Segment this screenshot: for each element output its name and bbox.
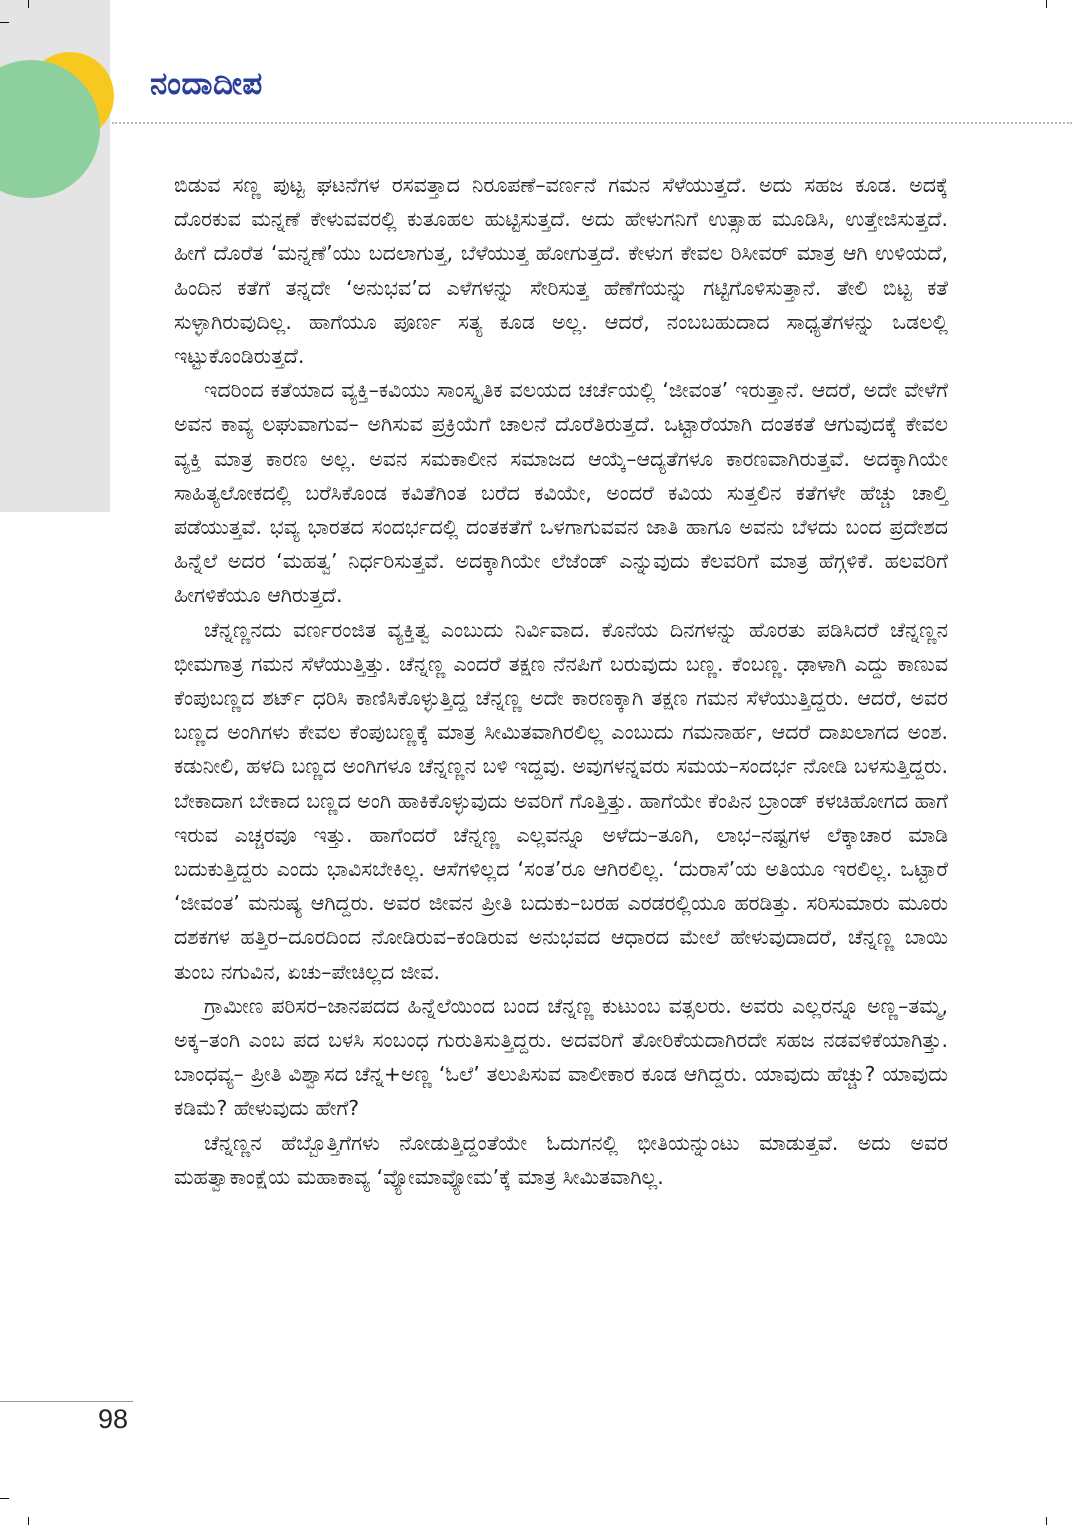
paragraph-3: ಚೆನ್ನಣ್ಣನದು ವರ್ಣರಂಜಿತ ವ್ಯಕ್ತಿತ್ವ ಎಂಬುದು ನಿರ್ವಿವಾದ. ಕೊನೆಯ ದಿನಗಳನ್ನು ಹೊರತು ಪಡಿಸಿದರೆ ಚೆನ್ನಣ್ಣನ ಭೀಮಗಾತ್ರ ಗಮನ ಸೆಳೆಯುತ್ತಿತ್ತು. ಚೆನ್ನಣ್ಣ ಎಂದರೆ ತಕ್ಷಣ ನೆನಪಿಗೆ ಬರುವುದು ಬಣ್ಣ. ಕೆಂಬಣ್ಣ. ಢಾಳಾಗಿ ಎದ್ದು ಕಾಣುವ ಕೆಂಪುಬಣ್ಣದ ಶರ್ಟ್ ಧರಿಸಿ ಕಾಣಿಸಿಕೊಳ್ಳುತ್ತಿದ್ದ ಚೆನ್ನಣ್ಣ ಅದೇ ಕಾರಣಕ್ಕಾಗಿ ತಕ್ಷಣ ಗಮನ ಸೆಳೆಯುತ್ತಿದ್ದರು. ಆದರೆ, ಅವರ ಬಣ್ಣದ ಅಂಗಿಗಳು ಕೇವಲ ಕೆಂಪುಬಣ್ಣಕ್ಕೆ ಮಾತ್ರ ಸೀಮಿತವಾಗಿರಲಿಲ್ಲ ಎಂಬುದು ಗಮನಾರ್ಹ, ಆದರೆ ದಾಖಲಾಗದ ಅಂಶ. ಕಡುನೀಲಿ, ಹಳದಿ ಬಣ್ಣದ ಅಂಗಿಗಳೂ ಚೆನ್ನಣ್ಣನ ಬಳಿ ಇದ್ದವು. ಅವುಗಳನ್ನವರು ಸಮಯ–ಸಂದರ್ಭ ನೋಡಿ ಬಳಸುತ್ತಿದ್ದರು. ಬೇಕಾದಾಗ ಬೇಕಾದ ಬಣ್ಣದ ಅಂಗಿ ಹಾಕಿಕೊಳ್ಳುವುದು ಅವರಿಗೆ ಗೊತ್ತಿತ್ತು. ಹಾಗೆಯೇ ಕೆಂಪಿನ ಬ್ರಾಂಡ್ ಕಳಚಿಹೋಗದ ಹಾಗೆ ಇರುವ ಎಚ್ಚರವೂ ಇತ್ತು. ಹಾಗೆಂದರೆ ಚೆನ್ನಣ್ಣ ಎಲ್ಲವನ್ನೂ ಅಳೆದು–ತೂಗಿ, ಲಾಭ–ನಷ್ಟಗಳ ಲೆಕ್ಕಾಚಾರ ಮಾಡಿ ಬದುಕುತ್ತಿದ್ದರು ಎಂದು ಭಾವಿಸಬೇಕಿಲ್ಲ. ಆಸೆಗಳಿಲ್ಲದ ‘ಸಂತ’ರೂ ಆಗಿರಲಿಲ್ಲ. ‘ದುರಾಸೆ’ಯ ಅತಿಯೂ ಇರಲಿಲ್ಲ. ಒಟ್ಟಾರೆ ‘ಜೀವಂತ’ ಮನುಷ್ಯ ಆಗಿದ್ದರು. ಅವರ ಜೀವನ ಪ್ರೀತಿ ಬದುಕು–ಬರಹ ಎರಡರಲ್ಲಿಯೂ ಹರಡಿತ್ತು. ಸರಿಸುಮಾರು ಮೂರು ದಶಕಗಳ ಹತ್ತಿರ–ದೂರದಿಂದ ನೋಡಿರುವ–ಕಂಡಿರುವ ಅನುಭವದ ಆಧಾರದ ಮೇಲೆ ಹೇಳುವುದಾದರೆ, ಚೆನ್ನಣ್ಣ ಬಾಯಿ ತುಂಬ ನಗುವಿನ, ಏಚು–ಪೇಚಿಲ್ಲದ ಜೀವ. (174, 617, 948, 984)
page-number: 98 (98, 1404, 129, 1434)
crop-mark-top-left (28, 0, 29, 8)
footer-divider (0, 1401, 133, 1402)
crop-mark-left-top (0, 22, 9, 23)
crop-mark-left-bottom (0, 1498, 9, 1499)
paragraph-1: ಬಿಡುವ ಸಣ್ಣ ಪುಟ್ಟ ಘಟನೆಗಳ ರಸವತ್ತಾದ ನಿರೂಪಣೆ–ವರ್ಣನೆ ಗಮನ ಸೆಳೆಯುತ್ತದೆ. ಅದು ಸಹಜ ಕೂಡ. ಅದಕ್ಕೆ ದೊರಕುವ ಮನ್ನಣೆ ಕೇಳುವವರಲ್ಲಿ ಕುತೂಹಲ ಹುಟ್ಟಿಸುತ್ತದೆ. ಅದು ಹೇಳುಗನಿಗೆ ಉತ್ಸಾಹ ಮೂಡಿಸಿ, ಉತ್ತೇಜಿಸುತ್ತದೆ. ಹೀಗೆ ದೊರೆತ ‘ಮನ್ನಣೆ’ಯು ಬದಲಾಗುತ್ತ, ಬೆಳೆಯುತ್ತ ಹೋಗುತ್ತದೆ. ಕೇಳುಗ ಕೇವಲ ರಿಸೀವರ್ ಮಾತ್ರ ಆಗಿ ಉಳಿಯದೆ, ಹಿಂದಿನ ಕತೆಗೆ ತನ್ನದೇ ‘ಅನುಭವ’ದ ಎಳೆಗಳನ್ನು ಸೇರಿಸುತ್ತ ಹೆಣೆಗೆಯನ್ನು ಗಟ್ಟಿಗೊಳಿಸುತ್ತಾನೆ. ತೇಲಿ ಬಿಟ್ಟ ಕತೆ ಸುಳ್ಳಾಗಿರುವುದಿಲ್ಲ. ಹಾಗೆಯೂ ಪೂರ್ಣ ಸತ್ಯ ಕೂಡ ಅಲ್ಲ. ಆದರೆ, ನಂಬಬಹುದಾದ ಸಾಧ್ಯತೆಗಳನ್ನು ಒಡಲಲ್ಲಿ ಇಟ್ಟುಕೊಂಡಿರುತ್ತದೆ. (174, 173, 948, 369)
paragraph-5: ಚೆನ್ನಣ್ಣನ ಹೆಬ್ಬೊತ್ತಿಗೆಗಳು ನೋಡುತ್ತಿದ್ದಂತೆಯೇ ಓದುಗನಲ್ಲಿ ಭೀತಿಯನ್ನುಂಟು ಮಾಡುತ್ತವೆ. ಅದು ಅವರ ಮಹತ್ವಾಕಾಂಕ್ಷೆಯ ಮಹಾಕಾವ್ಯ ‘ವ್ಯೋಮಾವ್ಯೋಮ’ಕ್ಕೆ ಮಾತ್ರ ಸೀಮಿತವಾಗಿಲ್ಲ. (174, 1130, 948, 1189)
page-title: ನಂದಾದೀಪ (150, 66, 263, 102)
crop-mark-top-right (1046, 0, 1047, 8)
paragraph-4: ಗ್ರಾಮೀಣ ಪರಿಸರ–ಜಾನಪದದ ಹಿನ್ನೆಲೆಯಿಂದ ಬಂದ ಚೆನ್ನಣ್ಣ ಕುಟುಂಬ ವತ್ಸಲರು. ಅವರು ಎಲ್ಲರನ್ನೂ ಅಣ್ಣ–ತಮ್ಮ, ಅಕ್ಕ–ತಂಗಿ ಎಂಬ ಪದ ಬಳಸಿ ಸಂಬಂಧ ಗುರುತಿಸುತ್ತಿದ್ದರು. ಅದವರಿಗೆ ತೋರಿಕೆಯದಾಗಿರದೇ ಸಹಜ ನಡವಳಿಕೆಯಾಗಿತ್ತು. ಬಾಂಧವ್ಯ– ಪ್ರೀತಿ ವಿಶ್ವಾಸದ ಚೆನ್ನ+ಅಣ್ಣ ‘ಓಲೆ’ ತಲುಪಿಸುವ ವಾಲೀಕಾರ ಕೂಡ ಆಗಿದ್ದರು. ಯಾವುದು ಹೆಚ್ಚು? ಯಾವುದು ಕಡಿಮೆ? ಹೇಳುವುದು ಹೇಗೆ? (174, 993, 948, 1121)
header-divider (112, 122, 1072, 124)
crop-mark-bottom-left (28, 1517, 29, 1525)
crop-mark-bottom-right (1046, 1517, 1047, 1525)
paragraph-2: ಇದರಿಂದ ಕತೆಯಾದ ವ್ಯಕ್ತಿ–ಕವಿಯು ಸಾಂಸ್ಕೃತಿಕ ವಲಯದ ಚರ್ಚೆಯಲ್ಲಿ ‘ಜೀವಂತ’ ಇರುತ್ತಾನೆ. ಆದರೆ, ಅದೇ ವೇಳೆಗೆ ಅವನ ಕಾವ್ಯ ಲಘುವಾಗುವ– ಅಗಿಸುವ ಪ್ರಕ್ರಿಯೆಗೆ ಚಾಲನೆ ದೊರೆತಿರುತ್ತದೆ. ಒಟ್ಟಾರೆಯಾಗಿ ದಂತಕತೆ ಆಗುವುದಕ್ಕೆ ಕೇವಲ ವ್ಯಕ್ತಿ ಮಾತ್ರ ಕಾರಣ ಅಲ್ಲ. ಅವನ ಸಮಕಾಲೀನ ಸಮಾಜದ ಆಯ್ಕೆ–ಆದ್ಯತೆಗಳೂ ಕಾರಣವಾಗಿರುತ್ತವೆ. ಅದಕ್ಕಾಗಿಯೇ ಸಾಹಿತ್ಯಲೋಕದಲ್ಲಿ ಬರೆಸಿಕೊಂಡ ಕವಿತೆಗಿಂತ ಬರೆದ ಕವಿಯೇ, ಅಂದರೆ ಕವಿಯ ಸುತ್ತಲಿನ ಕತೆಗಳೇ ಹೆಚ್ಚು ಚಾಲ್ತಿ ಪಡೆಯುತ್ತವೆ. ಭವ್ಯ ಭಾರತದ ಸಂದರ್ಭದಲ್ಲಿ ದಂತಕತೆಗೆ ಒಳಗಾಗುವವನ ಜಾತಿ ಹಾಗೂ ಅವನು ಬೆಳದು ಬಂದ ಪ್ರದೇಶದ ಹಿನ್ನೆಲೆ ಅದರ ‘ಮಹತ್ವ’ ನಿರ್ಧರಿಸುತ್ತವೆ. ಅದಕ್ಕಾಗಿಯೇ ಲೆಜೆಂಡ್ ಎನ್ನುವುದು ಕೆಲವರಿಗೆ ಮಾತ್ರ ಹೆಗ್ಗಳಿಕೆ. ಹಲವರಿಗೆ ಹೀಗಳಿಕೆಯೂ ಆಗಿರುತ್ತದೆ. (174, 378, 948, 608)
article-body (174, 168, 948, 1194)
